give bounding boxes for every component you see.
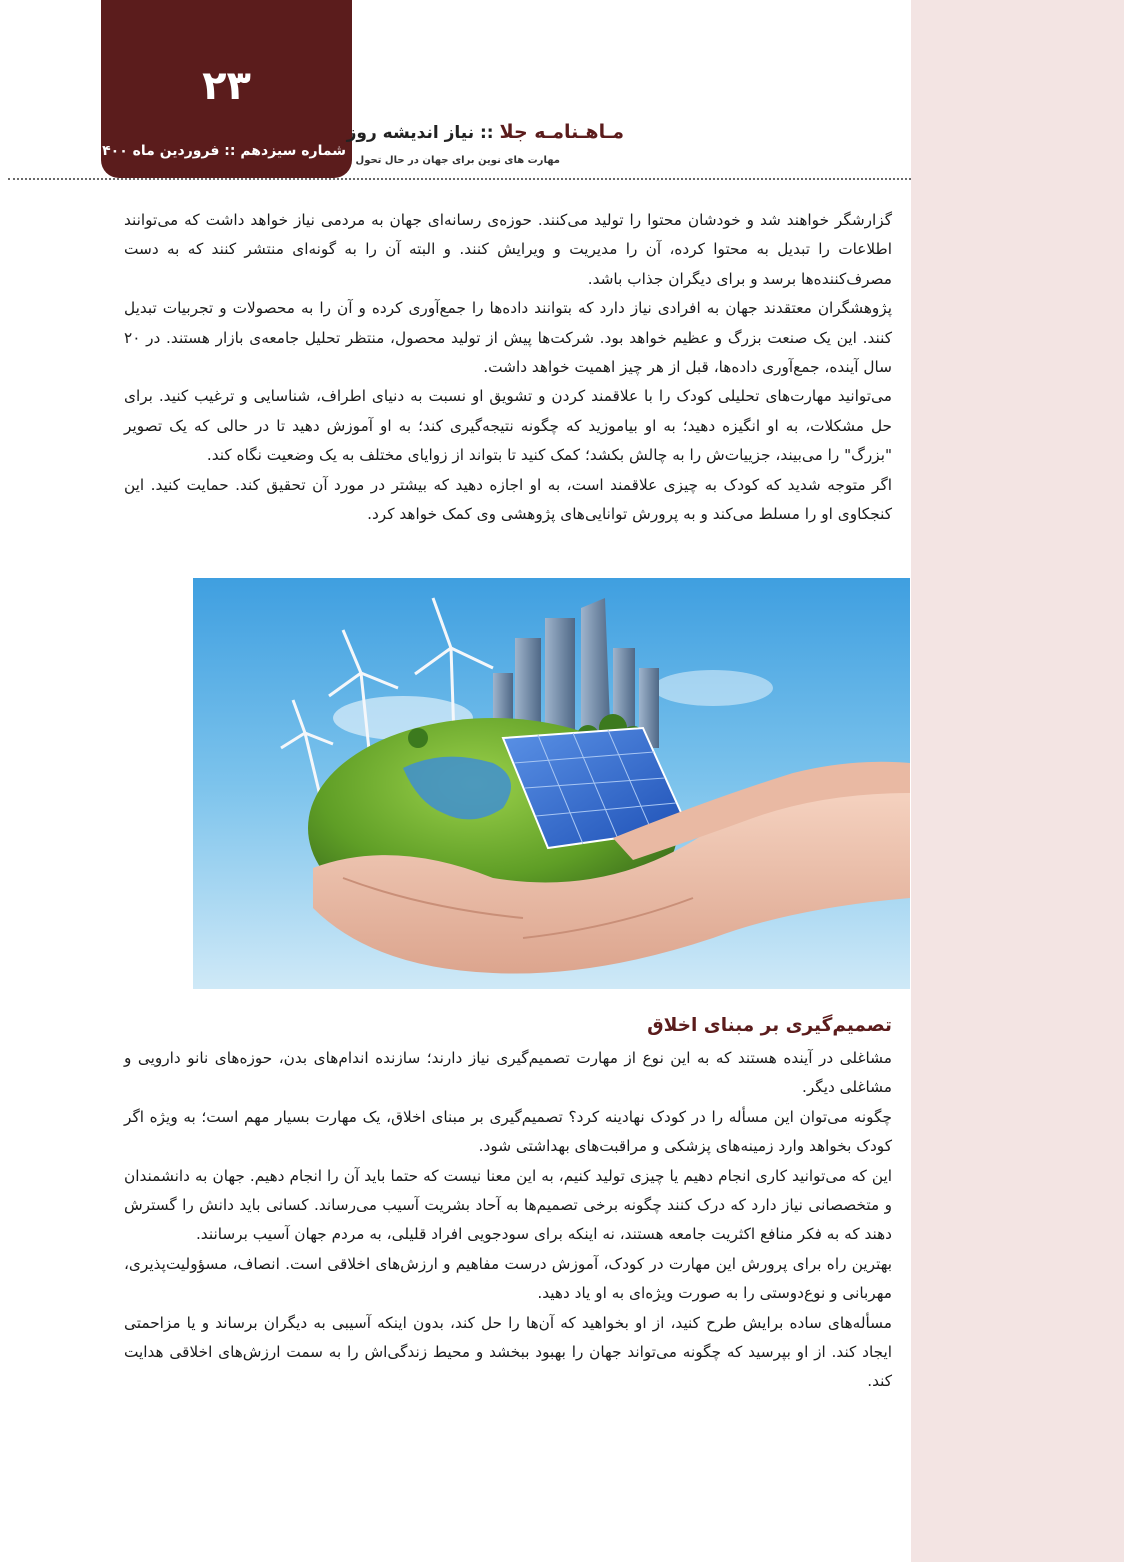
paragraph: اگر متوجه شدید که کودک به چیزی علاقمند است، به او اجازه دهید که بیشتر در مورد آن تحقیق کند. حمایت کنید. این کنجکاوی او را مسلط می‌کند و به پرورش توانایی‌های پژوهشی وی کمک خواهد کرد. [124,475,892,524]
section-heading: تصمیم‌گیری بر مبنای اخلاق [647,1015,892,1036]
paragraph: مسأله‌های ساده برایش طرح کنید، از او بخواهید که آن‌ها را حل کند، بدون اینکه آسیبی به دیگران برساند و یا مزاحمتی ایجاد کند. از او بپرسید که چگونه می‌تواند جهان را بهبود ببخشد و محیط زندگی‌اش را به سمت ارزش‌های اخلاقی هدایت کند. [124,1313,892,1391]
paragraph: می‌توانید مهارت‌های تحلیلی کودک را با علاقمند کردن و تشویق او نسبت به دنیای اطراف، شناسایی و ترغیب کنید. برای حل مشکلات، به او انگیزه دهید؛ به او بیاموزید که چگونه نتیجه‌گیری کند؛ به او آموزش دهید تا در حالی که یک تصویر "بزرگ" را می‌بیند، جزییات‌ش را به چالش بکشد؛ کمک کنید تا بتواند از زوایای مختلف به یک وضعیت نگاه کند. [124,387,892,465]
magazine-title [346,118,624,147]
header-divider [8,178,911,180]
paragraph: پژوهشگران معتقدند جهان به افرادی نیاز دارد که بتوانند داده‌ها را جمع‌آوری کرده و آن را به محصولات و تجربیات تبدیل کنند. این یک صنعت بزرگ و عظیم خواهد بود. شرکت‌ها پیش از تولید محصول، منتظر تحلیل جامعه‌ی بازار هستند. در ۲۰ سال آینده، جمع‌آوری داده‌ها، قبل از هر چیز اهمیت خواهد داشت. [124,299,892,377]
earth-in-hands-illustration [193,578,910,989]
magazine-subtitle: مهارت های نوین برای جهان در حال تحول [355,155,560,166]
side-band [911,0,1124,1562]
paragraph: مشاغلی در آینده هستند که به این نوع از مهارت تصمیم‌گیری نیاز دارند؛ سازنده اندام‌های بدن، حوزه‌های نانو دارویی و مشاغلی دیگر. [124,1049,892,1097]
article-image [193,578,910,989]
paragraph: چگونه می‌توان این مسأله را در کودک نهادینه کرد؟ تصمیم‌گیری بر مبنای اخلاق، یک مهارت بسیار مهم است؛ به ویژه اگر کودک بخواهد وارد زمینه‌های پزشکی و مراقبت‌های بهداشتی شود. [124,1107,892,1156]
intro-text [124,206,892,529]
page-number-tab [93,0,352,178]
paragraph: این که می‌توانید کاری انجام دهیم یا چیزی تولید کنیم، به این معنا نیست که حتما باید آن را انجام دهیم. جهان به دانشمندان و متخصصانی نیاز دارد که درک کنند چگونه برخی تصمیم‌ها به آحاد بشریت آسیب می‌رساند. کسانی باید دانش را گسترش دهند که به فکر منافع اکثریت جامعه هستند، نه اینکه برای سودجویی افراد قلیلی، به مردم جهان آسیب برسانند. [124,1166,892,1244]
page-number: ۲۳ [202,63,251,109]
magazine-tagline: :: نیاز اندیشه روز [346,123,500,143]
issue-info: شماره سیزدهم :: فروردین ماه ۱۴۰۰ [93,143,346,159]
paragraph: گزارشگر خواهند شد و خودشان محتوا را تولید می‌کنند. حوزه‌ی رسانه‌ای جهان به مردمی نیاز خواهد داشت که می‌توانند اطلاعات را تبدیل به محتوا کرده، آن را مدیریت و ویرایش کنند. و البته آن را به گونه‌ای منتشر کنند که به دست مصرف‌کننده‌ها برسد و برای دیگران جذاب باشد. [124,211,892,288]
section-text [124,1044,892,1397]
magazine-brand: مـاهـنامـه جلا [499,121,624,143]
paragraph: بهترین راه برای پرورش این مهارت در کودک، آموزش درست مفاهیم و ارزش‌های اخلاقی است. انصاف، مسؤولیت‌پذیری، مهربانی و نوع‌دوستی را به صورت ویژه‌ای به او یاد دهید. [124,1254,892,1303]
